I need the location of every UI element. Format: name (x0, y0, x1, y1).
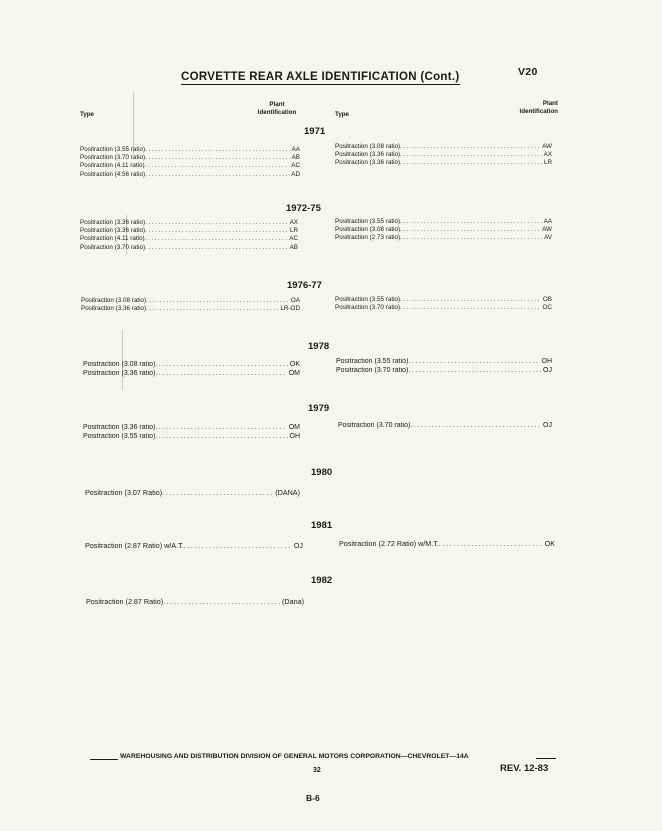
axle-list-1976-77-right (335, 296, 552, 312)
axle-type: Positraction (3.55 ratio) (80, 146, 146, 153)
header-identification-label: Identification (257, 108, 297, 116)
axle-type: Positraction (3.07 Ratio) (85, 488, 163, 497)
year-heading-1979: 1979 (308, 403, 330, 414)
plant-code: OK (289, 361, 300, 368)
column-header-plant-identification (247, 101, 307, 116)
page-title: CORVETTE REAR AXLE IDENTIFICATION (Cont.) (181, 71, 460, 83)
plant-code: AA (291, 146, 300, 153)
axle-type: Positraction (3.70 ratio) (338, 422, 411, 429)
plant-code: OH (289, 432, 300, 440)
plant-code: OJ (293, 541, 303, 550)
header-plant-label: Plant (542, 100, 558, 107)
axle-type: Positraction (3.08 ratio) (335, 226, 401, 234)
page-number: 32 (313, 767, 321, 774)
leader-dots (145, 244, 287, 252)
axle-row (338, 422, 552, 431)
axle-row (80, 154, 300, 162)
axle-row (80, 244, 298, 252)
leader-dots (400, 159, 542, 167)
axle-row (80, 219, 298, 227)
axle-row (336, 358, 552, 367)
axle-type: Positraction (3.08 ratio) (81, 297, 147, 304)
axle-row (80, 162, 300, 170)
axle-type: Positraction (3.55 ratio) (336, 358, 409, 365)
axle-list-1979-left (83, 424, 300, 441)
leader-dots (400, 226, 540, 234)
axle-row (335, 226, 552, 234)
axle-list-1982-left (86, 597, 304, 606)
axle-type: Positraction (4.11 ratio) (80, 235, 145, 243)
footer-division-line (90, 752, 556, 766)
axle-type: Positraction (3.70 ratio) (80, 243, 146, 251)
leader-dots (146, 305, 278, 313)
leader-dots (400, 304, 540, 312)
plant-code: OK (544, 539, 555, 548)
leader-dots (145, 227, 288, 235)
plant-code: OJ (543, 366, 552, 374)
leader-dots (145, 146, 289, 154)
leader-dots (146, 297, 289, 305)
year-heading-1978: 1978 (308, 341, 330, 352)
leader-dots (439, 539, 543, 548)
year-heading-1972-75: 1972-75 (286, 203, 321, 214)
column-header-plant-identification-right (498, 100, 558, 115)
axle-list-1971-right (335, 143, 552, 168)
axle-row (335, 234, 552, 242)
year-heading-1982: 1982 (311, 575, 333, 586)
plant-code: OJ (543, 422, 552, 429)
axle-type: Positraction (2.72 Ratio) w/M.T. (339, 539, 439, 548)
column-header-type-right: Type (335, 111, 349, 118)
plant-code: AX (289, 219, 298, 226)
axle-row (83, 433, 300, 442)
plant-code: OC (542, 304, 552, 312)
leader-dots (155, 361, 288, 370)
axle-row (339, 539, 555, 548)
axle-row (83, 370, 300, 379)
page-code: V20 (518, 66, 538, 78)
leader-dots (145, 235, 288, 243)
axle-row (335, 151, 552, 159)
plant-code: OA (290, 297, 300, 304)
axle-list-1972-75-left (80, 219, 298, 252)
leader-dots (400, 143, 540, 151)
plant-code: OM (288, 424, 300, 431)
leader-dots (155, 433, 287, 442)
axle-type: Positraction (4.11 ratio) (80, 162, 145, 170)
axle-row (86, 597, 304, 606)
axle-row (335, 218, 552, 226)
plant-code: AW (542, 143, 552, 150)
plant-code: OH (541, 358, 552, 365)
axle-row (335, 304, 552, 312)
axle-type: Positraction (3.08 ratio) (335, 143, 401, 150)
revision-date: REV. 12-83 (500, 763, 549, 774)
axle-type: Positraction (3.55 ratio) (335, 218, 401, 225)
leader-dots (410, 422, 541, 431)
axle-row (81, 297, 300, 305)
plant-code: LR-OD (280, 305, 300, 313)
scan-mark (122, 330, 123, 390)
plant-code: AB (289, 243, 298, 251)
axle-row (83, 361, 300, 370)
axle-list-1976-77-left (81, 297, 300, 313)
leader-dots (145, 171, 289, 179)
axle-list-1978-left (83, 361, 300, 378)
axle-list-1981-right (339, 539, 555, 548)
plant-code: (Dana) (282, 597, 304, 606)
axle-type: Positraction (3.36 ratio) (81, 305, 147, 313)
leader-dots (145, 219, 287, 227)
plant-code: AV (544, 234, 552, 242)
axle-type: Positraction (4.56 ratio) (80, 170, 146, 178)
leader-dots (400, 218, 541, 226)
plant-code: LR (289, 227, 298, 235)
axle-type: Positraction (3.36 ratio) (80, 219, 146, 226)
axle-row (335, 143, 552, 151)
plant-code: AA (543, 218, 552, 225)
plant-code: (DANA) (275, 488, 300, 497)
axle-row (336, 367, 552, 376)
footer-rule-left (90, 759, 118, 760)
plant-code: AW (542, 226, 552, 234)
axle-row (85, 488, 300, 497)
axle-type: Positraction (3.70 ratio) (335, 304, 401, 312)
axle-row (335, 159, 552, 167)
plant-code: LR (543, 159, 552, 167)
scan-mark (133, 92, 134, 154)
header-plant-label: Plant (269, 101, 285, 108)
axle-row (80, 146, 300, 154)
leader-dots (400, 151, 541, 159)
axle-list-1978-right (336, 358, 552, 375)
column-header-type: Type (80, 111, 94, 118)
axle-type: Positraction (2.87 Ratio) (86, 597, 164, 606)
axle-row (335, 296, 552, 304)
leader-dots (145, 154, 289, 162)
plant-code: OB (542, 296, 552, 303)
axle-type: Positraction (2.73 ratio) (335, 234, 401, 242)
plant-code: AC (289, 235, 298, 243)
plant-code: AB (291, 154, 300, 162)
axle-list-1980-left (85, 488, 300, 497)
leader-dots (145, 162, 290, 170)
axle-row (83, 424, 300, 433)
axle-row (81, 305, 300, 313)
plant-code: AC (291, 162, 300, 170)
year-heading-1976-77: 1976-77 (287, 280, 322, 291)
leader-dots (400, 234, 542, 242)
axle-row (80, 235, 298, 243)
axle-type: Positraction (3.36 ratio) (335, 151, 401, 159)
axle-row (80, 227, 298, 235)
leader-dots (184, 541, 292, 550)
axle-type: Positraction (3.55 ratio) (335, 296, 401, 303)
axle-list-1981-left (85, 541, 303, 550)
plant-code: AD (291, 170, 300, 178)
plant-code: OM (288, 369, 300, 377)
leader-dots (400, 296, 541, 304)
leader-dots (163, 597, 280, 606)
axle-row (80, 171, 300, 179)
axle-list-1971-left (80, 146, 300, 179)
axle-type: Positraction (3.36 ratio) (83, 424, 156, 431)
axle-type: Positraction (3.70 ratio) (80, 154, 146, 162)
leader-dots (408, 358, 539, 367)
axle-type: Positraction (3.55 ratio) (83, 432, 156, 440)
axle-list-1972-75-right (335, 218, 552, 243)
year-heading-1981: 1981 (311, 520, 333, 531)
footer-division-text: WAREHOUSING AND DISTRIBUTION DIVISION OF GENERAL MOTORS CORPORATION—CHEVROLET—14A (120, 753, 469, 760)
axle-type: Positraction (3.70 ratio) (336, 366, 409, 374)
axle-type: Positraction (3.36 ratio) (335, 159, 401, 167)
axle-type: Positraction (3.08 ratio) (83, 361, 156, 368)
axle-type: Positraction (2.87 Ratio) w/A.T. (85, 541, 184, 550)
year-heading-1971: 1971 (304, 126, 326, 137)
footer-rule-right (536, 758, 556, 759)
year-heading-1980: 1980 (311, 467, 333, 478)
plant-code: AX (543, 151, 552, 159)
leader-dots (155, 424, 286, 433)
sheet-number: B-6 (306, 793, 320, 803)
leader-dots (155, 370, 286, 379)
axle-type: Positraction (3.36 ratio) (80, 227, 146, 235)
leader-dots (162, 488, 273, 497)
axle-row (85, 541, 303, 550)
leader-dots (408, 367, 541, 376)
header-identification-label: Identification (519, 107, 558, 115)
axle-list-1979-right (338, 422, 552, 431)
axle-type: Positraction (3.36 ratio) (83, 369, 156, 377)
